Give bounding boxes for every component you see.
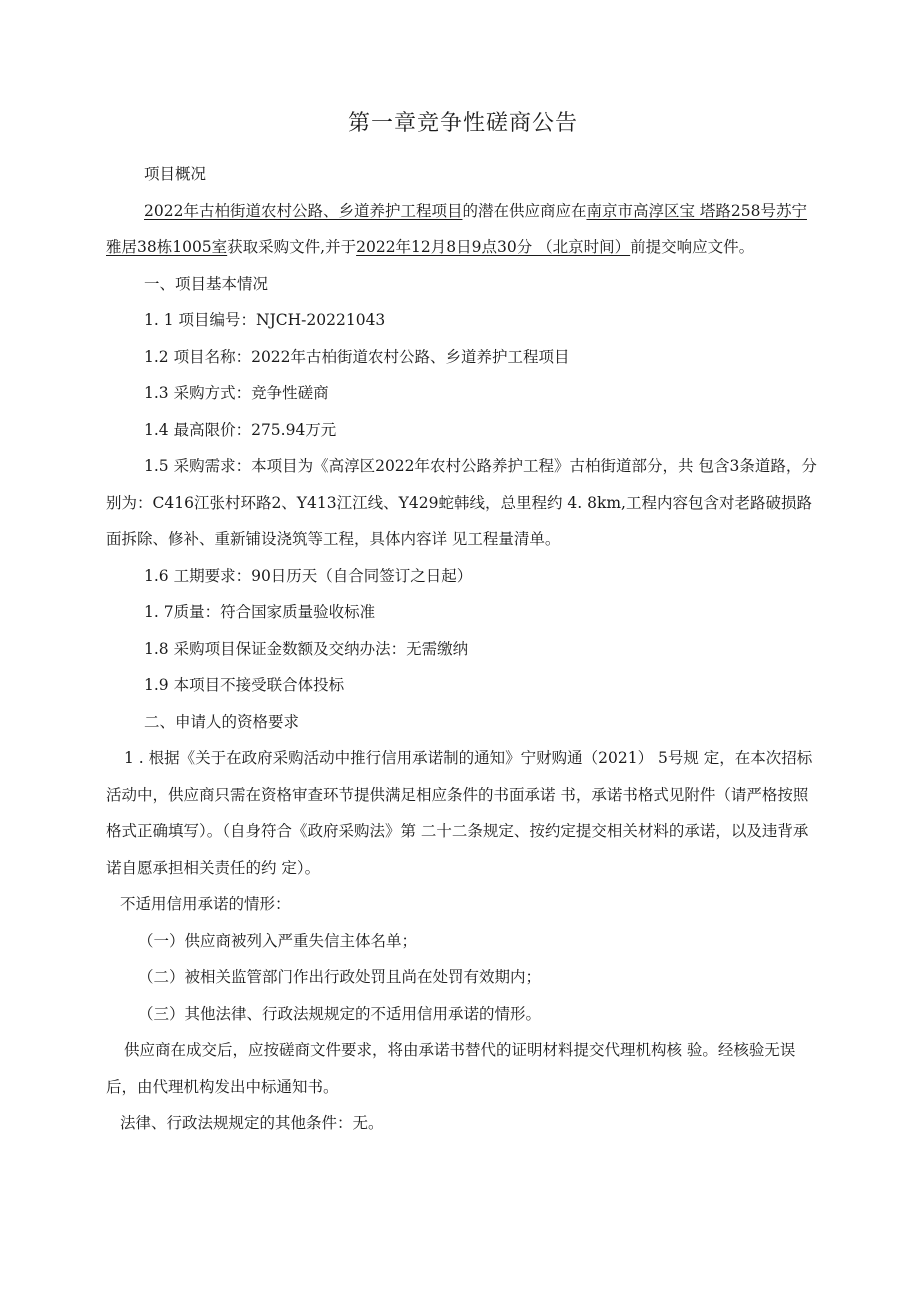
item-1-4: 1.4 最高限价：275.94万元: [144, 420, 337, 439]
section1-heading: 一、项目基本情况: [144, 274, 269, 293]
overview-text-b: 获取采购文件,并于: [227, 238, 357, 256]
item-1-1: 1. 1 项目编号：NJCH-20221043: [144, 311, 386, 329]
item-1-3: 1.3 采购方式：竞争性磋商: [144, 384, 329, 402]
item-1-5: 1.5 采购需求：本项目为《高淳区2022年农村公路养护工程》古柏街道部分，共 包含3条道路，分别为：C416江张村环路2、Y413江江线、Y429蛇韩线，总里程约 4. 8km,工程内容包含对老路破损路面拆除、修补、重新铺设浇筑等工程，具体内容详 见工程量清单。: [106, 457, 817, 548]
not-applicable-heading: 不适用信用承诺的情形：: [120, 895, 291, 913]
overview-text-a: 的潜在供应商应在: [462, 201, 587, 220]
case-2: （二）被相关监管部门作出行政处罚且尚在处罚有效期内；: [138, 968, 542, 986]
section2-heading: 二、申请人的资格要求: [144, 712, 300, 731]
item-1-8: 1.8 采购项目保证金数额及交纳办法：无需缴纳: [144, 639, 469, 658]
item-1-2: 1.2 项目名称：2022年古柏街道农村公路、乡道养护工程项目: [144, 347, 570, 366]
item-1-6: 1.6 工期要求：90日历天（自合同签订之日起）: [144, 566, 473, 585]
item-1-7: 1. 7质量：符合国家质量验收标准: [144, 603, 376, 621]
project-name: 2022年古柏街道农村公路、乡道养护工程项目: [144, 201, 463, 220]
case-1: （一）供应商被列入严重失信主体名单；: [138, 931, 418, 950]
other-conditions: 法律、行政法规规定的其他条件：无。: [120, 1114, 384, 1132]
overview-text-c: 前提交响应文件。: [630, 238, 755, 256]
case-3: （三）其他法律、行政法规规定的不适用信用承诺的情形。: [138, 1004, 542, 1023]
page-title: 第一章竞争性磋商公告: [347, 111, 578, 136]
overview-paragraph: [106, 193, 820, 266]
after-award-paragraph: 供应商在成交后，应按磋商文件要求，将由承诺书替代的证明材料提交代理机构核 验。经核验无误后，由代理机构发出中标通知书。: [106, 1041, 796, 1096]
item-1-9: 1.9 本项目不接受联合体投标: [144, 676, 345, 694]
submission-deadline: 2022年12月8日9点30分 （北京时间）: [356, 238, 631, 256]
overview-heading: 项目概况: [144, 165, 207, 183]
pickup-address: 南京市高淳区宝 塔路258号苏宁雅居38栋1005室: [106, 201, 807, 256]
qualification-paragraph: 1 . 根据《关于在政府采购活动中推行信用承诺制的通知》宁财购通（2021） 5号规 定，在本次招标活动中，供应商只需在资格审查环节提供满足相应条件的书面承诺 书，承诺书格式见附件（请严格按照格式正确填写）。（自身符合《政府采购法》第 二十二条规定、按约定提交相关材料的承诺，以及违背承诺自愿承担相关责任的约 定）。: [106, 749, 813, 877]
